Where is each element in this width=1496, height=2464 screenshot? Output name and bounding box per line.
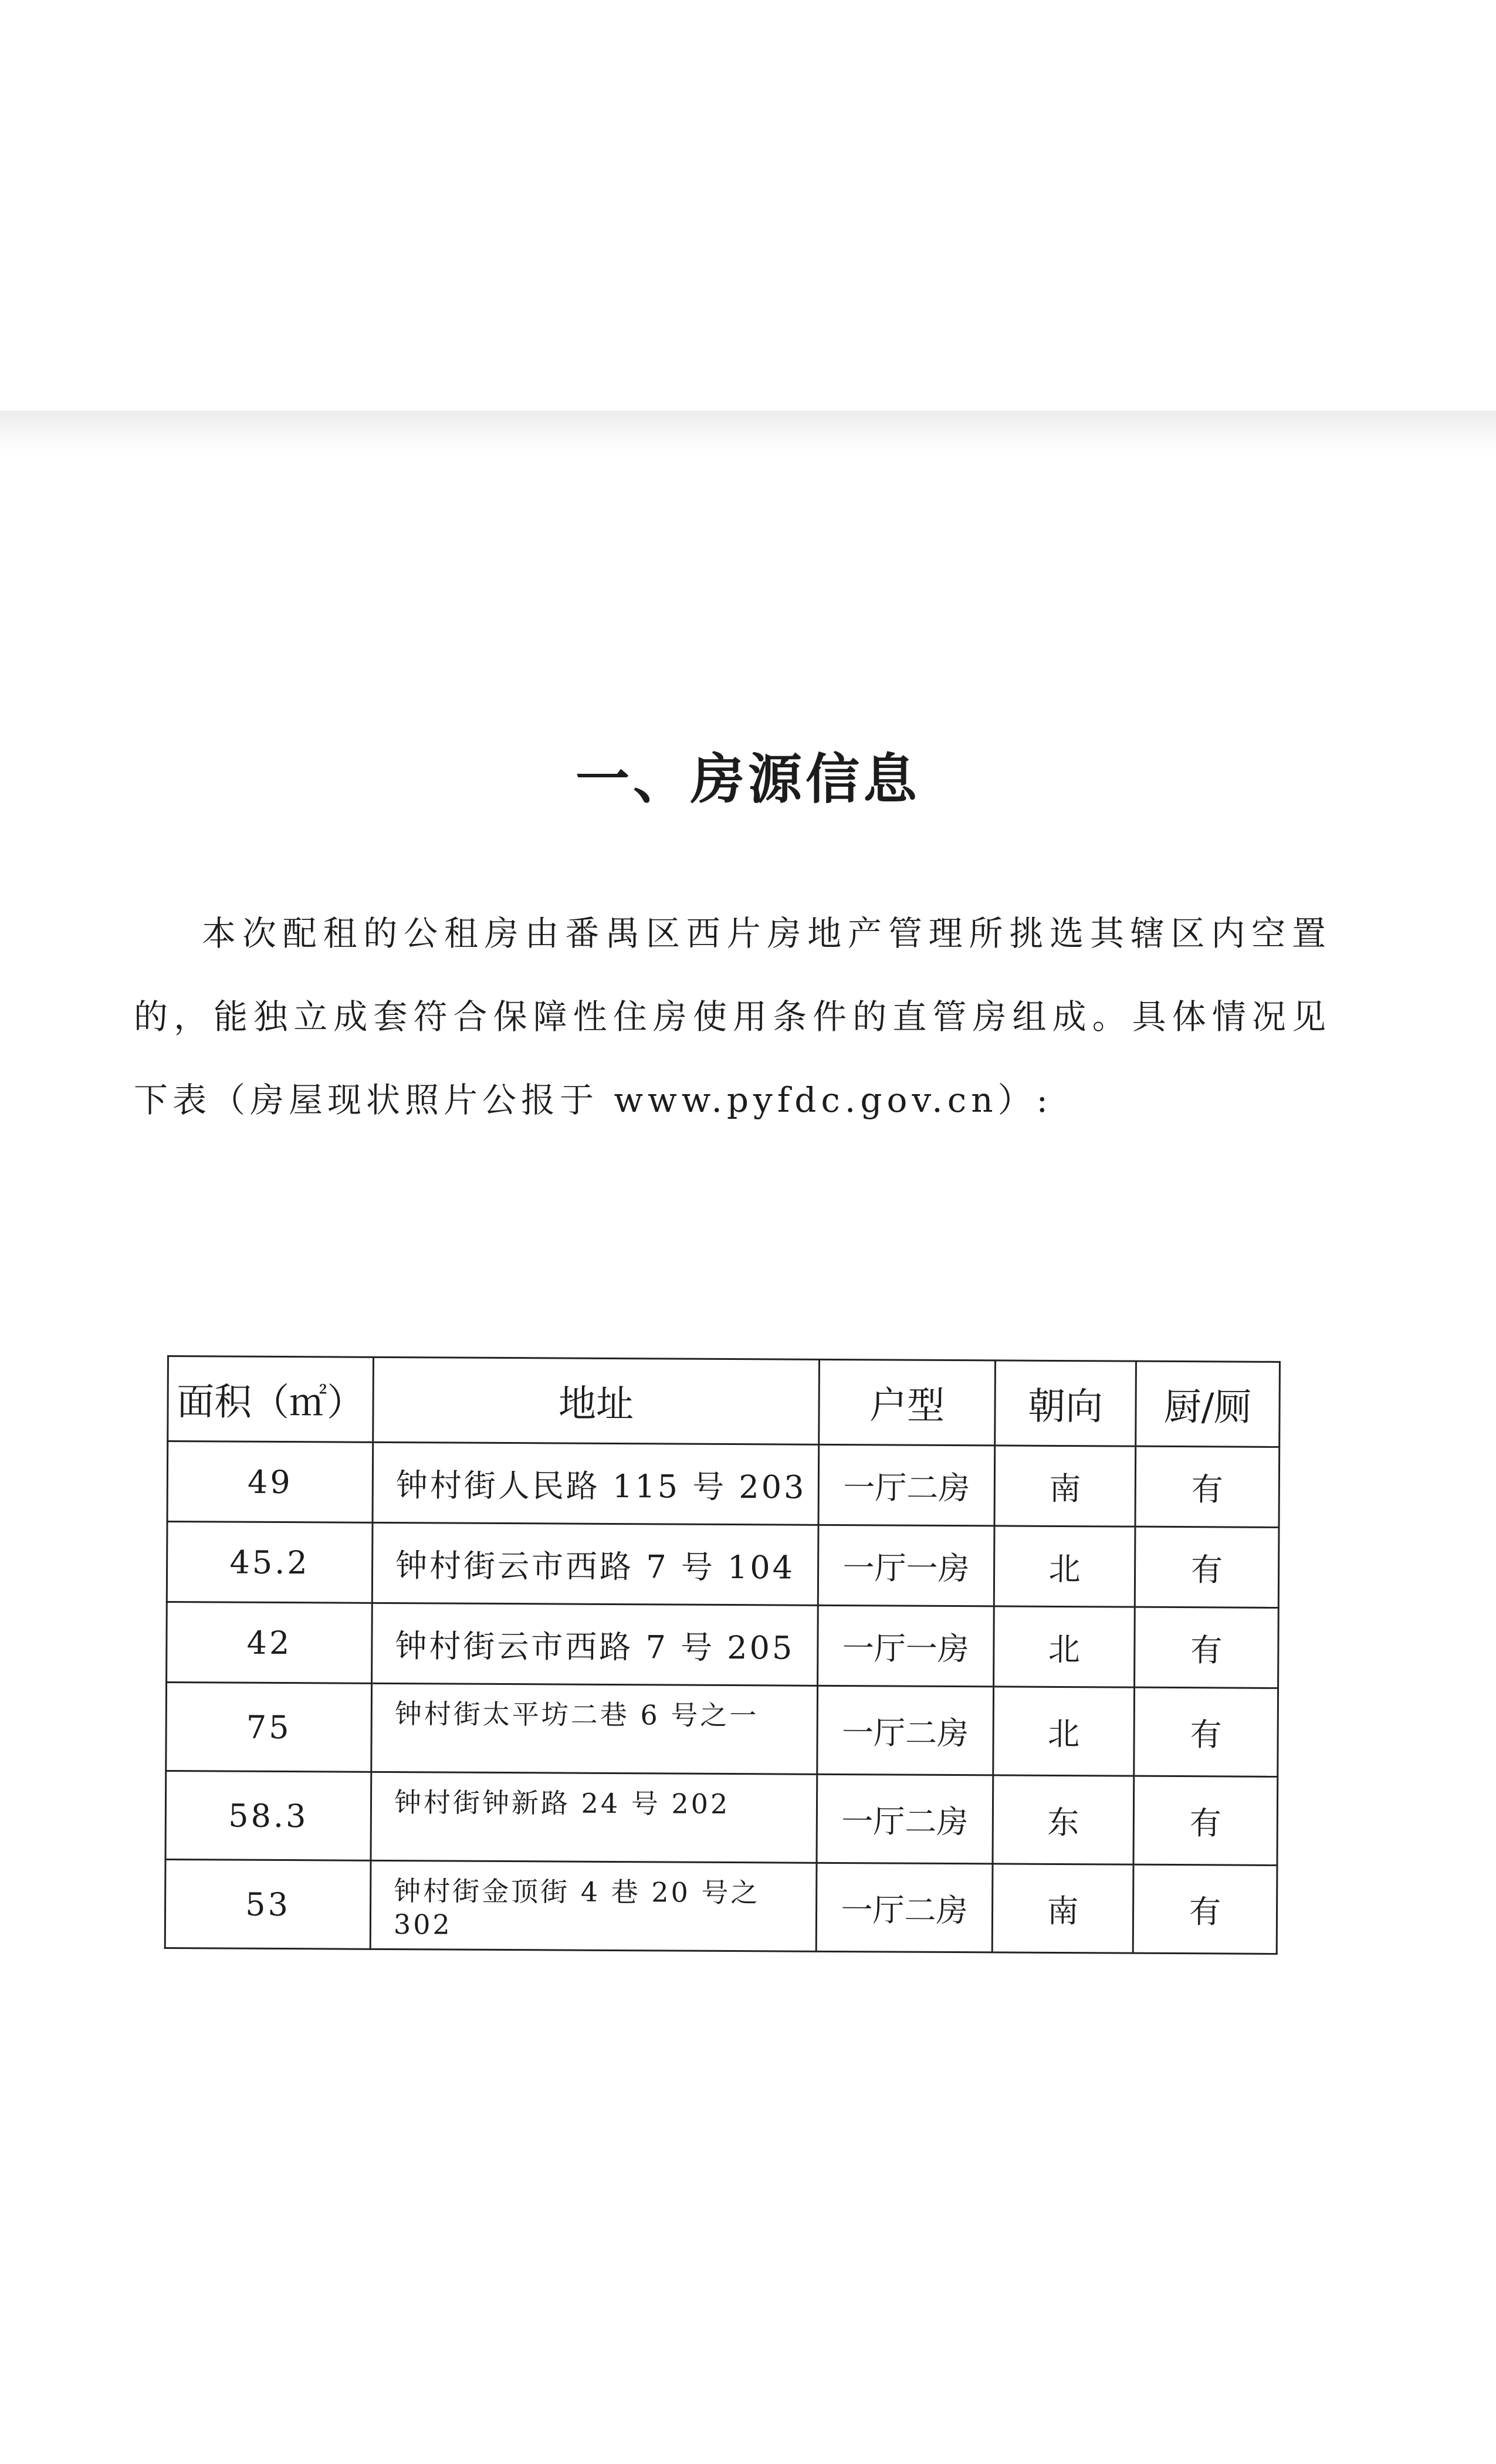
header-layout: 户型 — [819, 1359, 996, 1446]
housing-table — [164, 1355, 1281, 1955]
cell-kitchen-toilet: 有 — [1134, 1687, 1278, 1776]
table-row — [167, 1522, 1279, 1608]
table-row — [165, 1859, 1277, 1954]
cell-kitchen-toilet: 有 — [1135, 1607, 1279, 1688]
cell-address: 钟村街云市西路 7 号 104 — [372, 1522, 818, 1605]
cell-layout: 一厅一房 — [818, 1525, 994, 1606]
table-row — [165, 1771, 1278, 1865]
table-header-row — [168, 1356, 1280, 1447]
cell-area: 49 — [167, 1441, 373, 1523]
cell-orientation: 东 — [993, 1775, 1134, 1864]
cell-address: 钟村街云市西路 7 号 205 — [372, 1603, 818, 1685]
header-address: 地址 — [373, 1357, 820, 1444]
cell-layout: 一厅一房 — [818, 1605, 994, 1687]
cell-orientation: 北 — [994, 1526, 1135, 1607]
cell-kitchen-toilet: 有 — [1135, 1527, 1279, 1607]
header-orientation: 朝向 — [995, 1360, 1136, 1446]
cell-address: 钟村街金顶街 4 巷 20 号之 302 — [370, 1860, 817, 1951]
cell-area: 42 — [167, 1602, 373, 1684]
cell-kitchen-toilet: 有 — [1133, 1864, 1277, 1954]
cell-orientation: 北 — [993, 1687, 1135, 1776]
table-row — [167, 1602, 1279, 1688]
cell-address: 钟村街人民路 115 号 203 — [373, 1442, 819, 1525]
cell-orientation: 南 — [994, 1446, 1136, 1527]
header-area: 面积（㎡） — [168, 1356, 374, 1443]
cell-address: 钟村街钟新路 24 号 202 — [371, 1772, 817, 1863]
cell-area: 53 — [165, 1859, 371, 1949]
cell-area: 45.2 — [167, 1522, 373, 1603]
cell-layout: 一厅二房 — [817, 1685, 994, 1775]
cell-area: 75 — [166, 1683, 372, 1772]
cell-area: 58.3 — [165, 1771, 371, 1860]
page-title: 一、房源信息 — [575, 747, 920, 811]
scan-edge-shadow — [0, 411, 1496, 452]
intro-paragraph: 本次配租的公租房由番禺区西片房地产管理所挑选其辖区内空置的，能独立成套符合保障性住房使用条件的直管房组成。具体情况见下表（房屋现状照片公报于 www.pyfdc.gov.cn）: — [134, 913, 1331, 1120]
cell-layout: 一厅二房 — [816, 1863, 993, 1952]
table-row — [166, 1683, 1278, 1777]
cell-orientation: 南 — [992, 1864, 1133, 1953]
cell-kitchen-toilet: 有 — [1135, 1446, 1280, 1527]
cell-layout: 一厅二房 — [818, 1444, 995, 1526]
housing-table-wrapper — [164, 1355, 1279, 1955]
cell-layout: 一厅二房 — [817, 1774, 993, 1864]
header-kitchen-toilet: 厨/厕 — [1136, 1361, 1280, 1447]
cell-orientation: 北 — [994, 1606, 1135, 1687]
cell-address: 钟村街太平坊二巷 6 号之一 — [371, 1683, 818, 1774]
table-row — [167, 1441, 1280, 1528]
cell-kitchen-toilet: 有 — [1133, 1776, 1278, 1865]
